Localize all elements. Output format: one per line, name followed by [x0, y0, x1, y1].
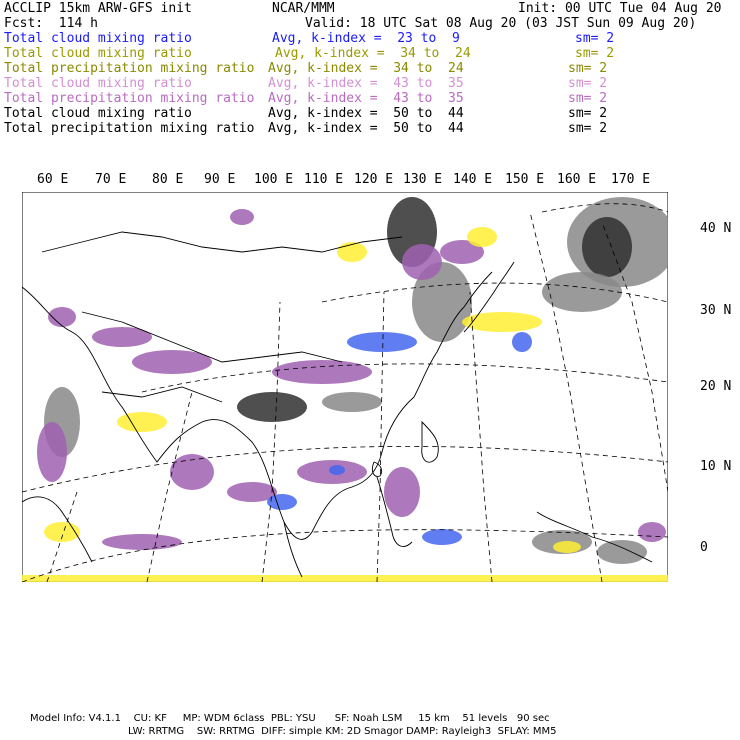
- field-k-index: Avg, k-index = 23 to 9: [272, 31, 460, 46]
- cloud-shading-patch: [462, 312, 542, 332]
- longitude-label: 110 E: [304, 172, 344, 187]
- latitude-label: 40 N: [700, 221, 732, 236]
- field-smoothing: sm= 2: [568, 91, 608, 106]
- field-name: Total precipitation mixing ratio: [4, 121, 255, 136]
- cloud-shading-patch: [272, 360, 372, 384]
- cloud-shading-patch: [117, 412, 167, 432]
- field-name: Total cloud mixing ratio: [4, 31, 192, 46]
- field-name: Total precipitation mixing ratio: [4, 91, 255, 106]
- longitude-label: 120 E: [354, 172, 394, 187]
- field-k-index: Avg, k-index = 34 to 24: [268, 61, 464, 76]
- latitude-label: 10 N: [700, 459, 732, 474]
- field-smoothing: sm= 2: [568, 61, 608, 76]
- longitude-label: 170 E: [611, 172, 651, 187]
- longitude-label: 100 E: [254, 172, 294, 187]
- model-title: ACCLIP 15km ARW-GFS init: [4, 1, 192, 16]
- forecast-map: [22, 192, 668, 582]
- field-name: Total cloud mixing ratio: [4, 106, 192, 121]
- cloud-shading-patch: [402, 244, 442, 280]
- cloud-shading-patch: [422, 529, 462, 545]
- longitude-label: 90 E: [204, 172, 236, 187]
- forecast-hour: Fcst: 114 h: [4, 16, 98, 31]
- field-smoothing: sm= 2: [568, 106, 608, 121]
- field-k-index: Avg, k-index = 43 to 35: [268, 91, 464, 106]
- latitude-label: 20 N: [700, 379, 732, 394]
- field-smoothing: sm= 2: [568, 76, 608, 91]
- longitude-label: 80 E: [152, 172, 184, 187]
- cloud-shading-patch: [553, 541, 581, 553]
- field-name: Total cloud mixing ratio: [4, 46, 192, 61]
- init-time: Init: 00 UTC Tue 04 Aug 20: [518, 1, 722, 16]
- valid-time: Valid: 18 UTC Sat 08 Aug 20 (03 JST Sun 09 Aug 20): [305, 16, 697, 31]
- field-name: Total precipitation mixing ratio: [4, 61, 255, 76]
- longitude-label: 140 E: [453, 172, 493, 187]
- cloud-shading-patch: [638, 522, 666, 542]
- field-smoothing: sm= 2: [575, 31, 615, 46]
- cloud-shading-patch: [22, 575, 668, 582]
- field-smoothing: sm= 2: [568, 121, 608, 136]
- cloud-shading-patch: [582, 217, 632, 277]
- cloud-shading-patch: [37, 422, 67, 482]
- longitude-label: 130 E: [403, 172, 443, 187]
- model-info-line1: Model Info: V4.1.1 CU: KF MP: WDM 6class PBL: YSU SF: Noah LSM 15 km 51 levels 90 sec: [30, 713, 550, 724]
- cloud-shading-patch: [512, 332, 532, 352]
- latitude-label: 30 N: [700, 303, 732, 318]
- field-k-index: Avg, k-index = 34 to 24: [275, 46, 471, 61]
- latitude-label: 0: [700, 540, 708, 555]
- cloud-shading-patch: [329, 465, 345, 475]
- organization: NCAR/MMM: [272, 1, 335, 16]
- longitude-label: 70 E: [95, 172, 127, 187]
- longitude-label: 60 E: [37, 172, 69, 187]
- longitude-label: 160 E: [557, 172, 597, 187]
- cloud-shading-patch: [347, 332, 417, 352]
- cloud-shading-patch: [337, 242, 367, 262]
- field-k-index: Avg, k-index = 50 to 44: [268, 121, 464, 136]
- cloud-shading-patch: [237, 392, 307, 422]
- cloud-shading-patch: [170, 454, 214, 490]
- field-k-index: Avg, k-index = 43 to 35: [268, 76, 464, 91]
- field-name: Total cloud mixing ratio: [4, 76, 192, 91]
- field-smoothing: sm= 2: [575, 46, 615, 61]
- cloud-shading-patch: [267, 494, 297, 510]
- longitude-label: 150 E: [505, 172, 545, 187]
- cloud-shading-patch: [102, 534, 182, 550]
- cloud-shading-patch: [384, 467, 420, 517]
- cloud-shading-patch: [322, 392, 382, 412]
- field-k-index: Avg, k-index = 50 to 44: [268, 106, 464, 121]
- cloud-shading-patch: [542, 272, 622, 312]
- model-info-line2: LW: RRTMG SW: RRTMG DIFF: simple KM: 2D Smagor DAMP: Rayleigh3 SFLAY: MM5: [128, 726, 557, 737]
- cloud-shading-patch: [467, 227, 497, 247]
- cloud-shading-patch: [230, 209, 254, 225]
- cloud-shading-patch: [597, 540, 647, 564]
